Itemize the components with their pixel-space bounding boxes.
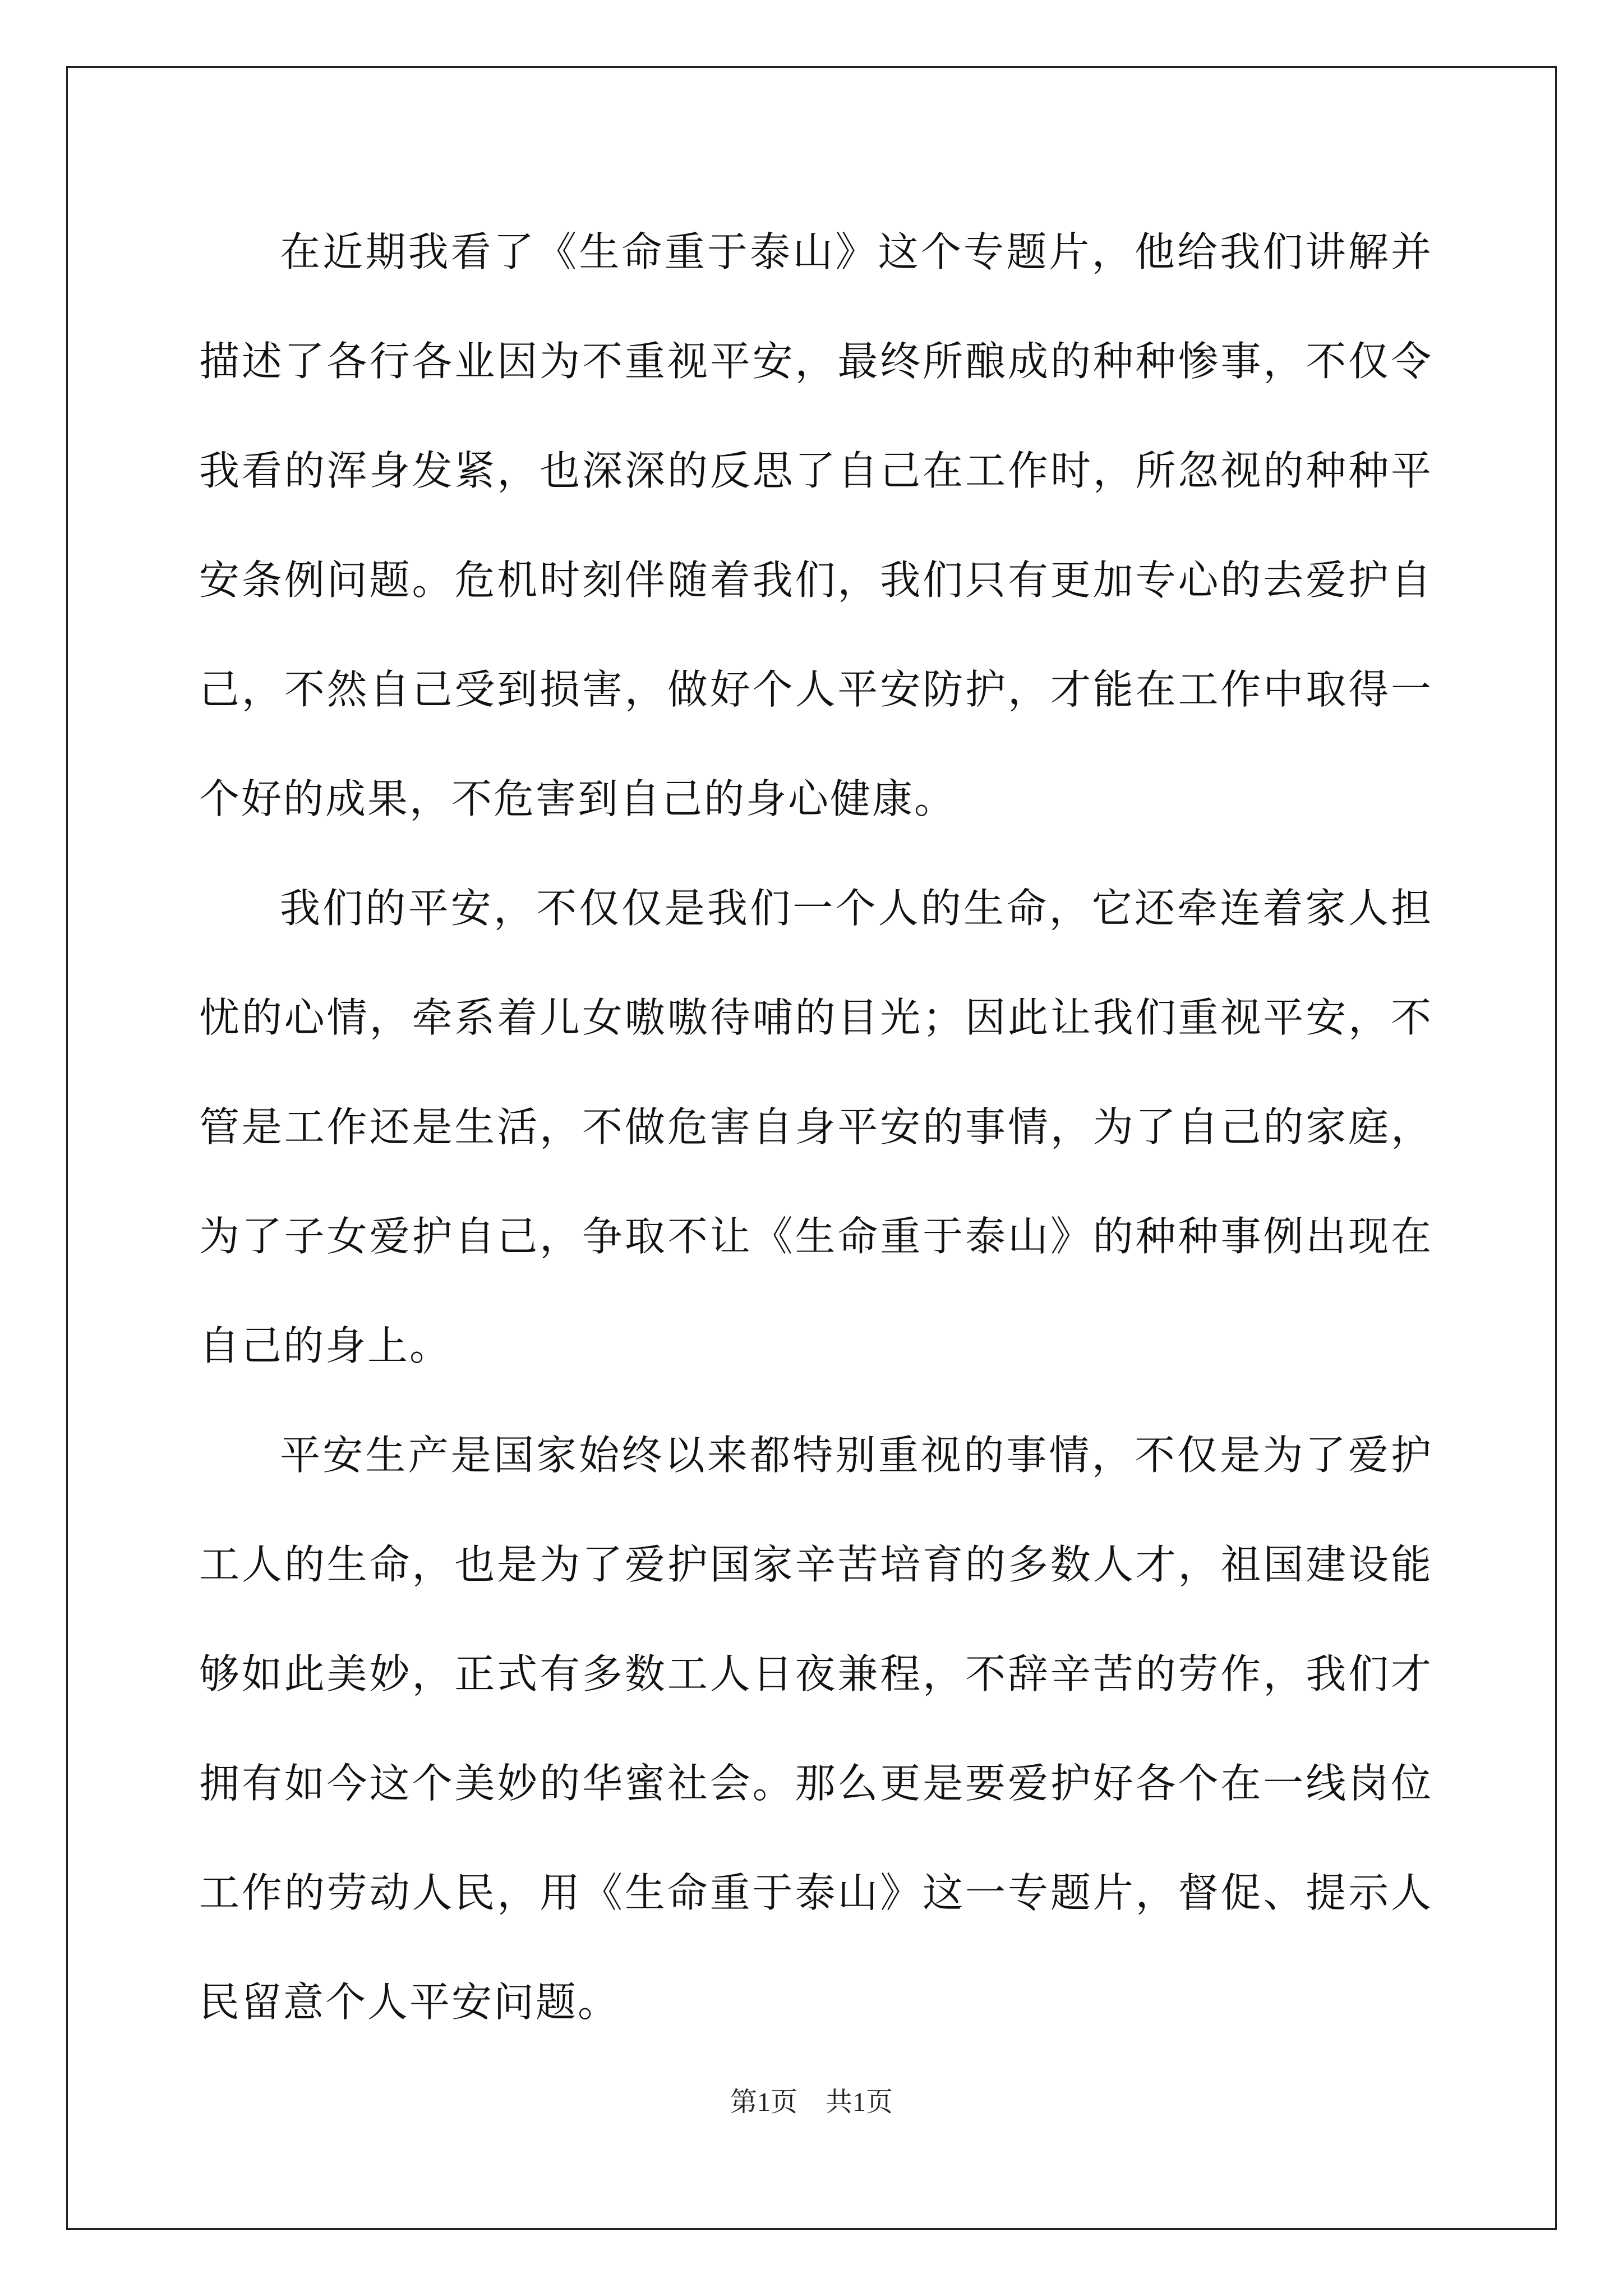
document-body	[199, 197, 1433, 2057]
page-number-total: 共1页	[826, 2087, 893, 2117]
page-footer	[0, 2086, 1623, 2119]
page-number-current: 第1页	[730, 2087, 797, 2117]
paragraph-1: 在近期我看了《生命重于泰山》这个专题片，他给我们讲解并描述了各行各业因为不重视平安，最终所酿成的种种惨事，不仅令我看的浑身发紧，也深深的反思了自己在工作时，所忽视的种种平安条例问题。危机时刻伴随着我们，我们只有更加专心的去爱护自己，不然自己受到损害，做好个人平安防护，才能在工作中取得一个好的成果，不危害到自己的身心健康。	[199, 228, 1433, 822]
paragraph-3: 平安生产是国家始终以来都特别重视的事情，不仅是为了爱护工人的生命，也是为了爱护国家辛苦培育的多数人才，祖国建设能够如此美妙，正式有多数工人日夜兼程，不辞辛苦的劳作，我们才拥有如今这个美妙的华蜜社会。那么更是要爱护好各个在一线岗位工作的劳动人民，用《生命重于泰山》这一专题片，督促、提示人民留意个人平安问题。	[199, 1432, 1433, 2026]
paragraph-2: 我们的平安，不仅仅是我们一个人的生命，它还牵连着家人担忧的心情，牵系着儿女嗷嗷待哺的目光；因此让我们重视平安，不管是工作还是生活，不做危害自身平安的事情，为了自己的家庭，为了子女爱护自己，争取不让《生命重于泰山》的种种事例出现在自己的身上。	[199, 885, 1433, 1369]
